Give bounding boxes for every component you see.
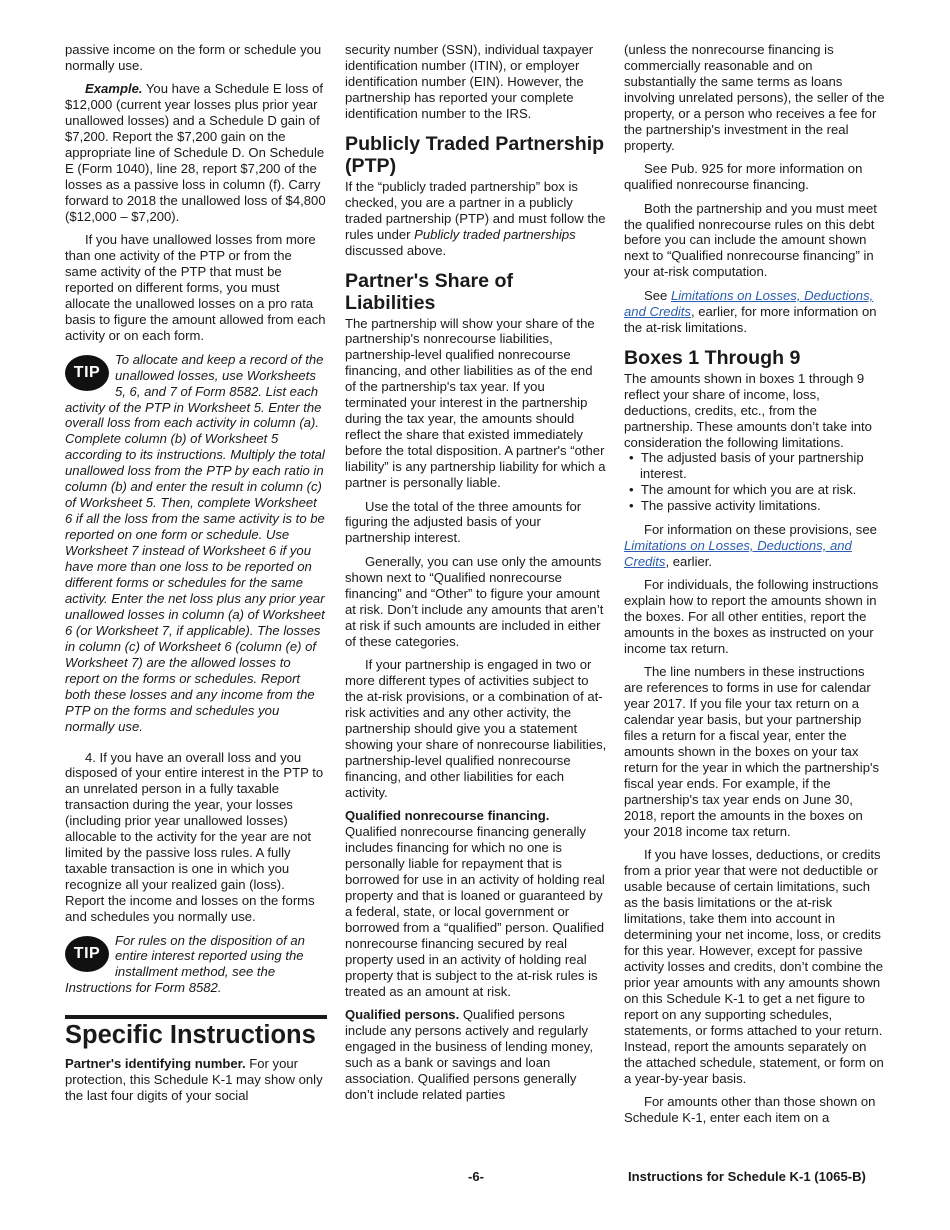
paragraph: The amounts shown in boxes 1 through 9 reflect your share of income, loss, deductions, credits, etc., from the partnership. These amounts don’t take into consideration the following limitations. [624, 370, 872, 450]
example-paragraph [65, 81, 327, 225]
document-title: Instructions for Schedule K-1 (1065-B) [628, 1169, 866, 1184]
bullet-text: The adjusted basis of your partnership interest. [640, 450, 864, 482]
paragraph: security number (SSN), individual taxpayer identification number (ITIN), or employer identification number (EIN). However, the partnership has reported your complete identification number to the IRS. [345, 42, 594, 121]
paragraph-text: Qualified persons include any persons actively and regularly engaged in the business of lending money, such as a bank or savings and loan association. Qualified persons generally don’t include related parties [345, 1007, 593, 1102]
run-in-heading: Qualified nonrecourse financing. [345, 808, 550, 824]
bullet-item: • The passive activity limitations. [629, 498, 821, 514]
paragraph-text: If the “publicly traded partnership” box is checked, you are a partner in a publicly traded partnership (PTP) and must follow the rules under [345, 178, 606, 242]
paragraph-text: See [644, 287, 671, 303]
column-left [65, 42, 327, 1112]
paragraph-text: For information on these provisions, see [644, 521, 877, 537]
paragraph [624, 522, 886, 570]
paragraph-text: , earlier. [665, 553, 713, 569]
paragraph: Generally, you can use only the amounts shown next to “Qualified nonrecourse financing” and “Other” to figure your amount at risk. Don’t include any amounts that aren’t at risk if such amounts are included in either of these categories. [345, 553, 604, 649]
tip-note [65, 933, 327, 997]
paragraph-text: Qualified nonrecourse financing generally includes financing for which no one is personally liable for repayment that is borrowed for use in an activity of holding real property and that is loaned or guaranteed by a federal, state, or local government or borrowed from a “qualified” person. Qualified nonrecourse financing secured by real property used in an activity of holding real property that is subject to the at-risk rules is treated as an amount at risk. [345, 824, 605, 999]
paragraph: (unless the nonrecourse financing is commercially reasonable and on substantially the same terms as loans involving unrelated persons), the seller of the property, or a person who receives a fee for the partnership's investment in the real property. [624, 42, 885, 153]
tip-icon: TIP [65, 355, 109, 391]
run-in-heading: Partner's identifying number. [65, 1056, 246, 1072]
tip-text: To allocate and keep a record of the unallowed losses, use Worksheets 5, 6, and 7 of Form 8582. List each activity of the PTP in Worksheet 5. Enter the overall loss from each activity in column (a). Complete column (b) of Worksheet 5 according to its instructions. Multiply the total unallowed loss from the PTP by each ratio in column (b) and enter the result in column (c) of Worksheet 5. Then, complete Worksheet 6 if all the loss from the same activity is to be reported on one form or schedule. Use Worksheet 7 instead of Worksheet 6 if you have more than one loss to be reported on different forms or schedules for the same activity. Enter the net loss plus any prior year unallowed losses in column (a) of Worksheet 6 (or Worksheet 7, if applicable). The losses in column (c) of Worksheet 6 (column (e) of Worksheet 7) are the allowed losses to report on the forms or schedules. Report both these losses and any income from the PTP on the forms and schedules you normally use. [65, 351, 325, 734]
limitations-link[interactable]: Limitations on Losses, Deductions, and Credits [624, 287, 874, 319]
section-heading: Specific Instructions [65, 1015, 327, 1050]
paragraph [345, 179, 607, 259]
paragraph [345, 808, 607, 999]
tip-note [65, 352, 327, 735]
paragraph: If you have losses, deductions, or credits from a prior year that were not deductible or usable because of certain limitations, such as the basis limitations or the at-risk limitations, take them into account in determining your net income, loss, or credits for this year. However, except for passive activity losses and credits, don’t combine the prior year amounts with any amounts shown on this Schedule K-1 to get a net figure to report on any supporting schedules, statements, or forms attached to your return. Instead, report the amounts separately on the attached schedule, statement, or form on a year-by-year basis. [624, 847, 884, 1086]
paragraph: The line numbers in these instructions are references to forms in use for calendar year 2017. If you file your tax return on a calendar year basis, but your partnership files a return for a fiscal year, enter the amounts shown in the boxes on your tax return for the year in which the partnership's fiscal year ends. For example, if the partnership's tax year ends on June 30, 2018, report the amounts in the boxes on your 2018 income tax return. [624, 664, 880, 839]
paragraph: For amounts other than those shown on Schedule K-1, enter each item on a [624, 1094, 876, 1126]
paragraph: For individuals, the following instructions explain how to report the amounts shown in the boxes. For all other entities, report the amounts in the boxes as instructed on your income tax return. [624, 577, 879, 656]
page-number: -6- [468, 1169, 485, 1184]
bullet-item: • The adjusted basis of your partnership interest. [629, 450, 864, 482]
paragraph [65, 1056, 327, 1104]
example-label: Example. [85, 81, 143, 97]
paragraph: 4. If you have an overall loss and you disposed of your entire interest in the PTP to an unrelated person in a fully taxable transaction during the year, your losses (including prior year unallowed losses) allocable to the activity for the year are not limited by the passive loss rules. A fully taxable transaction is one in which you recognize all your realized gain (loss). Report the income and losses on the forms and schedules you normally use. [65, 749, 324, 925]
column-middle [345, 42, 607, 1110]
heading-liabilities: Partner's Share of Liabilities [345, 269, 514, 314]
paragraph: passive income on the form or schedule you normally use. [65, 42, 322, 73]
limitations-link[interactable]: Limitations on Losses, Deductions, and Credits [624, 537, 852, 569]
tip-text: For rules on the disposition of an entire interest reported using the installment method, see the Instructions for Form 8582. [65, 932, 305, 996]
heading-ptp: Publicly Traded Partnership (PTP) [345, 132, 605, 177]
example-text: You have a Schedule E loss of $12,000 (current year losses plus prior year unallowed losses) and a Schedule D gain of $7,200. Report the $7,200 gain on the appropriate line of Schedule D. On Schedule E (Form 1040), line 28, report $7,200 of the losses as a passive loss in column (f). Carry forward to 2018 the unallowed loss of $4,800 ($12,000 – $7,200). [65, 81, 326, 225]
paragraph [624, 288, 886, 336]
heading-boxes: Boxes 1 Through 9 [624, 346, 801, 369]
tip-icon: TIP [65, 936, 109, 972]
paragraph-text: discussed above. [345, 242, 447, 258]
paragraph: If you have unallowed losses from more than one activity of the PTP or from the same activity of the PTP that must be reported on different forms, you must allocate the unallowed losses on a pro rata basis to figure the amount allowed from each activity or on each form. [65, 232, 326, 344]
column-right [624, 42, 886, 1134]
paragraph-text: For your protection, this Schedule K-1 may show only the last four digits of your social [65, 1056, 323, 1104]
bullet-item: • The amount for which you are at risk. [629, 482, 857, 498]
bullet-text: The passive activity limitations. [640, 498, 821, 514]
paragraph: If your partnership is engaged in two or more different types of activities subject to the at-risk provisions, or a combination of at-risk activities and any other activity, the partnership should give you a statement showing your share of nonrecourse liabilities, partnership-level qualified nonrecourse financing, and other liabilities for each activity. [345, 657, 607, 800]
paragraph: The partnership will show your share of the partnership's nonrecourse liabilities, partnership-level qualified nonrecourse financing, and other liabilities as of the end of the partnership's tax year. If you terminated your interest in the partnership during the tax year, the amounts should reflect the share that existed immediately before the total disposition. A partner's “other liability” is any partnership liability for which a partner is personally liable. [345, 315, 606, 491]
paragraph: Both the partnership and you must meet the qualified nonrecourse rules on this debt before you can include the amount shown next to “Qualified nonrecourse financing” in your at-risk computation. [624, 200, 877, 280]
paragraph: Use the total of the three amounts for figuring the adjusted basis of your partnership interest. [345, 498, 582, 546]
paragraph-text: , earlier, for more information on the at-risk limitations. [624, 303, 877, 335]
italic-reference: Publicly traded partnerships [414, 226, 576, 242]
run-in-heading: Qualified persons. [345, 1007, 460, 1023]
bullet-text: The amount for which you are at risk. [640, 482, 857, 498]
paragraph [345, 1007, 607, 1103]
paragraph: See Pub. 925 for more information on qualified nonrecourse financing. [624, 161, 863, 193]
